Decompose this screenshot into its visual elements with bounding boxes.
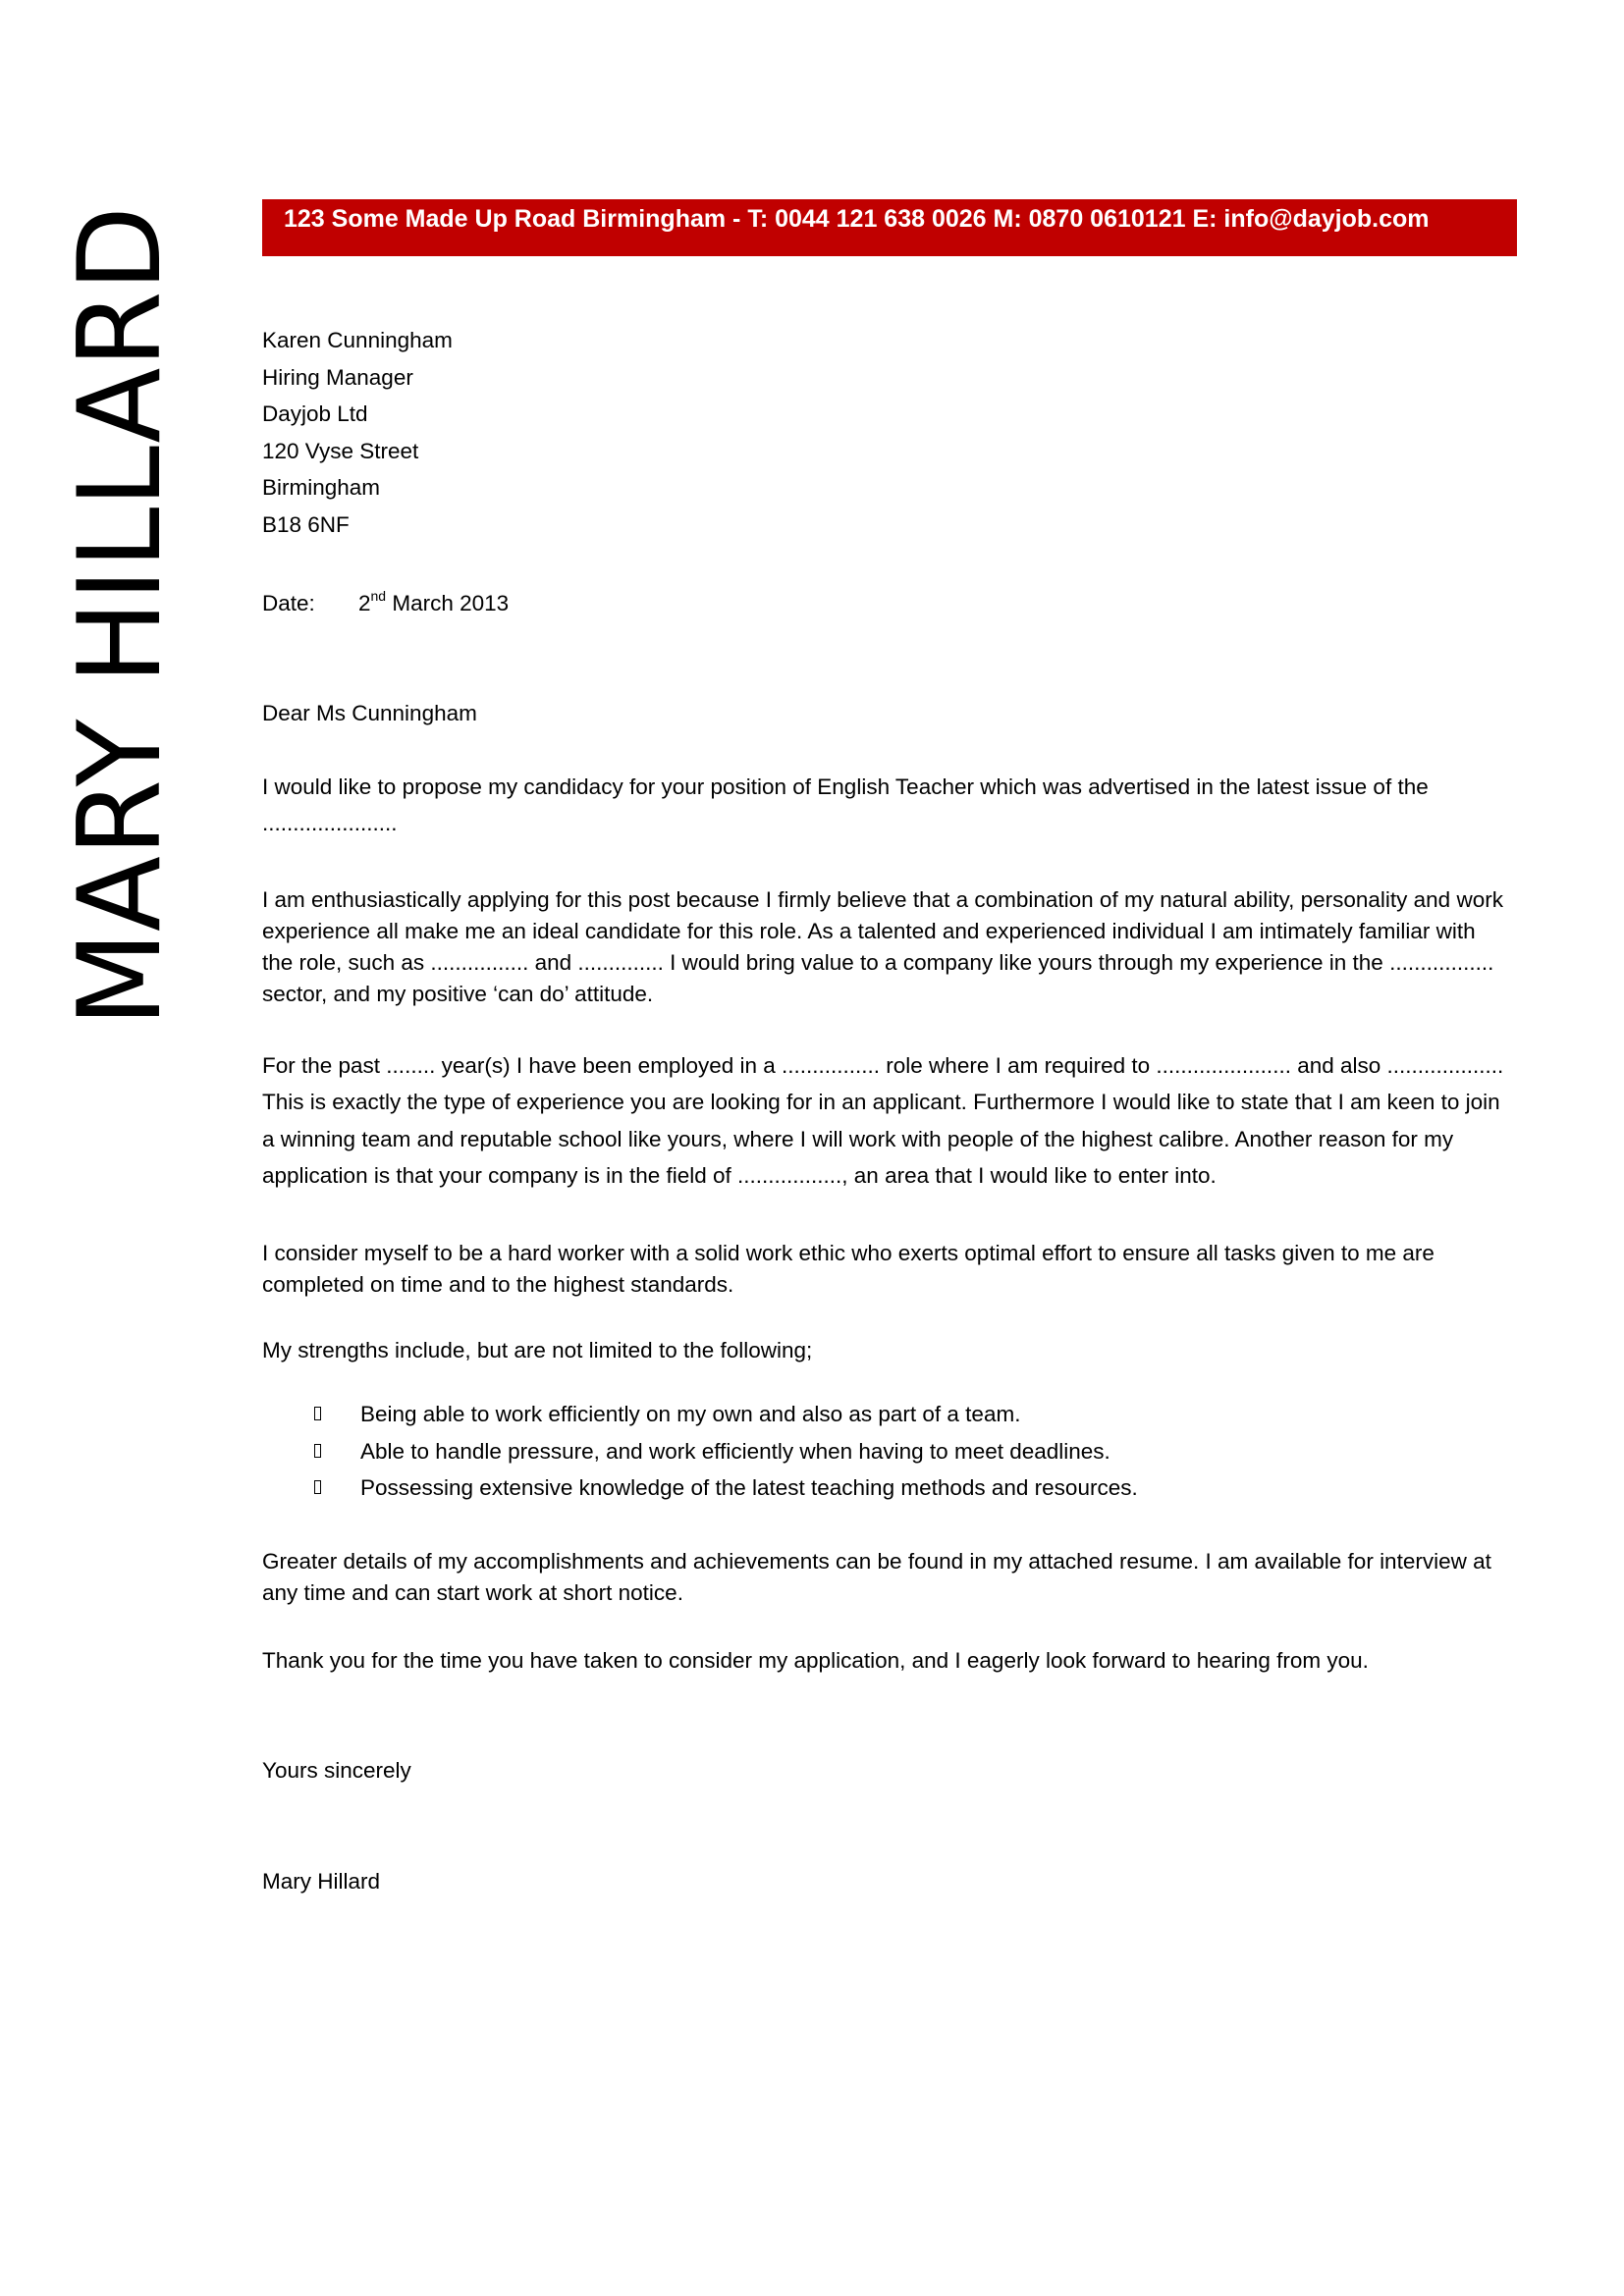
letter-body (262, 322, 1509, 1899)
paragraph-strengths-intro: My strengths include, but are not limited to the following; (262, 1337, 813, 1362)
recipient-title: Hiring Manager (262, 364, 413, 390)
recipient-city: Birmingham (262, 475, 381, 500)
contact-details: 123 Some Made Up Road Birmingham - T: 0044 121 638 0026 M: 0870 0610121 E: info@dayjob.com (284, 205, 1430, 233)
date-rest: March 2013 (386, 590, 510, 615)
paragraph-work-ethic: I consider myself to be a hard worker with a solid work ethic who exerts optimal effort to ensure all tasks given to me are completed on time and to the highest standards. (262, 1240, 1435, 1297)
recipient-name: Karen Cunningham (262, 328, 453, 352)
paragraph-experience: For the past ........ year(s) I have been employed in a ................ role where I am required to ...................... and also ................... This is exactly the type of experience you are looking for in an applicant. Furthermore I would like to state that I am keen to join a winning team and reputable school like yours, where I will work with people of the highest calibre. Another reason for my application is that your company is in the field of ................., an area that I would like to enter into. (262, 1052, 1504, 1188)
bullet-icon (314, 1444, 321, 1458)
greeting: Dear Ms Cunningham (262, 701, 477, 725)
date-label: Date: (262, 590, 315, 615)
date-value (358, 588, 510, 615)
vertical-name-text: MARY HILLARD (54, 180, 187, 1027)
strength-text: Possessing extensive knowledge of the latest teaching methods and resources. (360, 1475, 1138, 1500)
closing: Yours sincerely (262, 1758, 411, 1783)
recipient-address (262, 322, 1509, 543)
vertical-name-graphic (54, 180, 187, 1027)
strengths-list (262, 1396, 1509, 1507)
vertical-name (54, 180, 187, 1027)
recipient-company: Dayjob Ltd (262, 401, 368, 426)
recipient-postcode: B18 6NF (262, 511, 350, 537)
strength-text: Able to handle pressure, and work efficiently when having to meet deadlines. (360, 1438, 1110, 1464)
list-item (262, 1396, 1509, 1433)
bullet-icon (314, 1480, 321, 1494)
date-day: 2 (358, 590, 371, 615)
list-item (262, 1469, 1509, 1507)
signature: Mary Hillard (262, 1868, 381, 1894)
paragraph-thanks: Thank you for the time you have taken to consider my application, and I eagerly look forward to hearing from you. (262, 1647, 1369, 1673)
paragraph-motivation: I am enthusiastically applying for this post because I firmly believe that a combination of my natural ability, personality and work experience all make me an ideal candidate for this role. As a talented and experienced individual I am intimately familiar with the role, such as ................ and .............. I would bring value to a company like yours through my experience in the ................. sector, and my positive ‘can do’ attitude. (262, 886, 1503, 1006)
letter-date (262, 579, 1509, 621)
bullet-icon (314, 1407, 321, 1420)
recipient-street: 120 Vyse Street (262, 438, 419, 463)
paragraph-intro: I would like to propose my candidacy for your position of English Teacher which was advertised in the latest issue of the ...................... (262, 774, 1429, 835)
strength-text: Being able to work efficiently on my own and also as part of a team. (360, 1402, 1021, 1426)
contact-banner (262, 199, 1517, 256)
list-item (262, 1433, 1509, 1470)
date-suffix: nd (370, 588, 387, 604)
paragraph-resume: Greater details of my accomplishments and achievements can be found in my attached resume. I am available for interview at any time and can start work at short notice. (262, 1548, 1491, 1605)
